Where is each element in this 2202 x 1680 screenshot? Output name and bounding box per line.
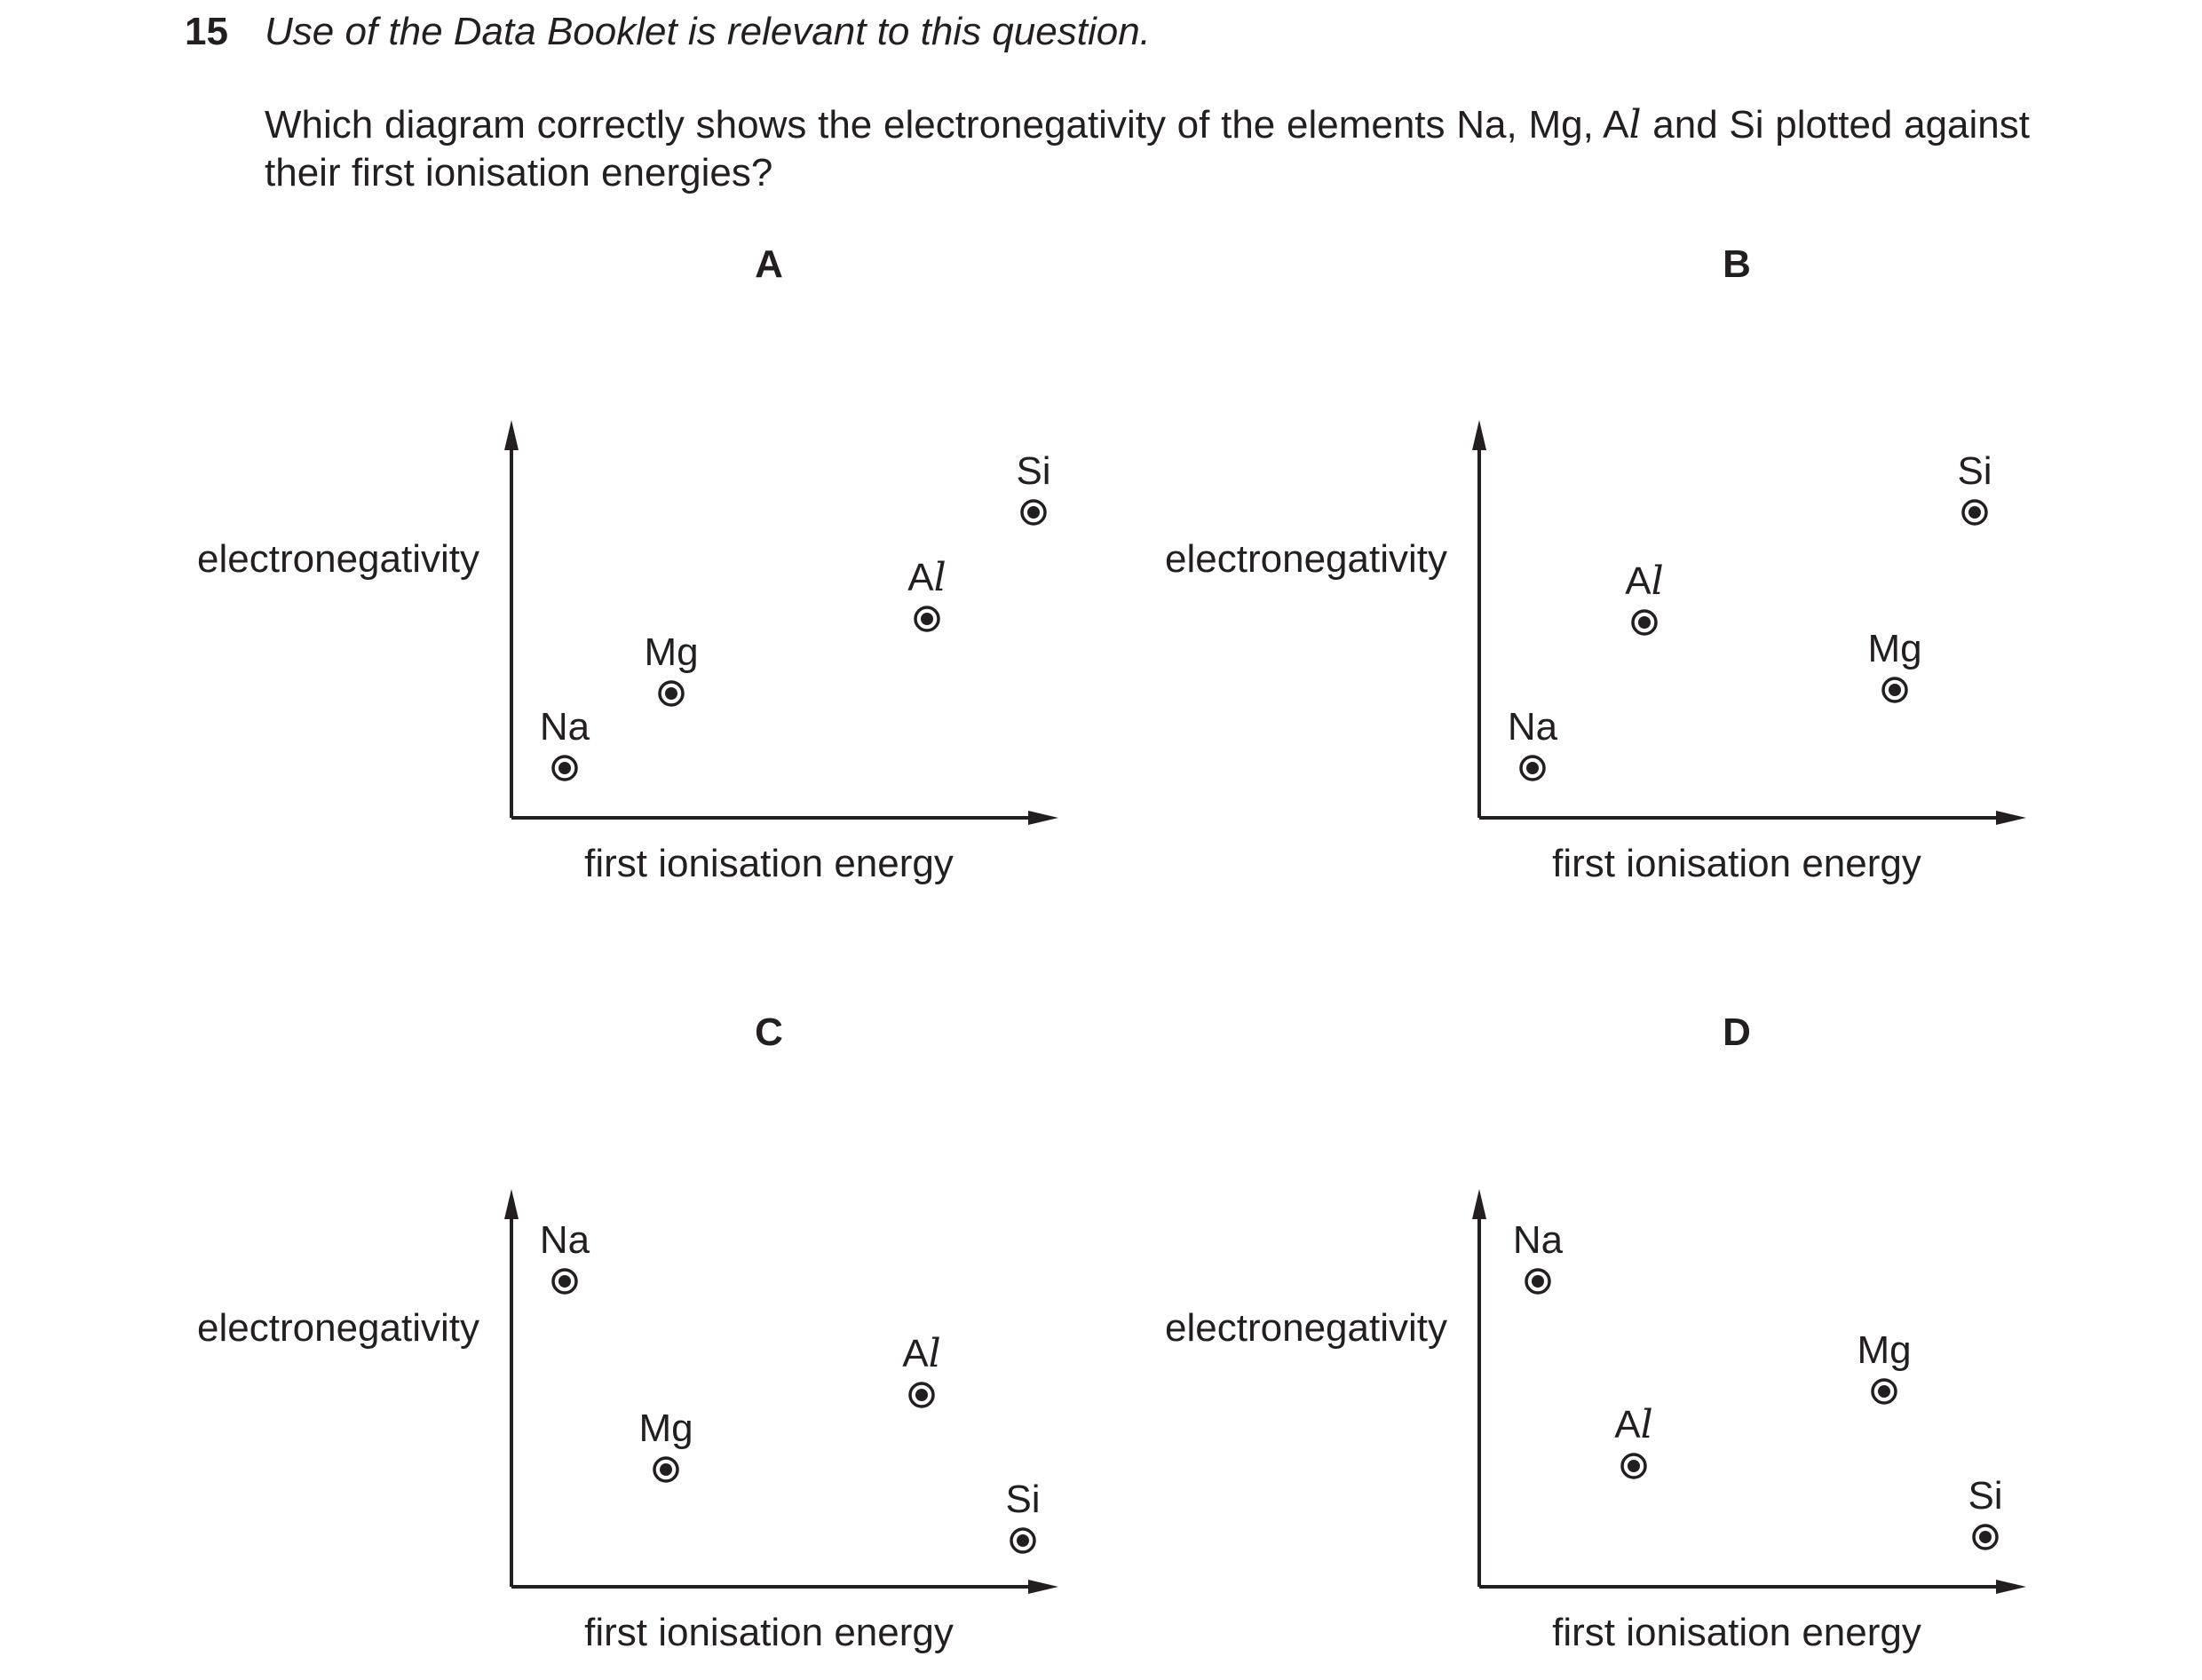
y-axis-label-d: electronegativity xyxy=(1165,1306,1447,1350)
x-axis-arrow-a xyxy=(1028,811,1058,825)
option-letter-d: D xyxy=(1723,1010,1751,1054)
y-axis-label-a: electronegativity xyxy=(197,537,479,581)
y-axis-arrow-b xyxy=(1472,420,1486,450)
x-axis-label-a: first ionisation energy xyxy=(584,842,954,885)
x-axis-arrow-c xyxy=(1028,1580,1058,1594)
point-label-mg-d: Mg xyxy=(1857,1328,1912,1372)
point-dot-na-b xyxy=(1526,762,1539,774)
point-label-mg-c: Mg xyxy=(638,1407,693,1450)
point-label-mg-b: Mg xyxy=(1867,627,1922,670)
point-dot-al-b xyxy=(1638,616,1651,629)
point-label-si-b: Si xyxy=(1957,449,1992,493)
point-dot-mg-d xyxy=(1878,1385,1890,1398)
y-axis-label-c: electronegativity xyxy=(197,1306,479,1350)
x-axis-arrow-b xyxy=(1996,811,2026,825)
option-letter-a: A xyxy=(755,242,783,286)
point-label-al-c: Al xyxy=(902,1331,941,1376)
point-label-si-c: Si xyxy=(1005,1478,1041,1521)
point-dot-mg-b xyxy=(1889,684,1901,696)
question-text-ell: l xyxy=(1628,102,1642,147)
point-label-si-d: Si xyxy=(1968,1474,2003,1518)
question-number: 15 xyxy=(185,10,228,53)
question-text-part-1: Which diagram correctly shows the electronegativity of the elements Na, Mg, A xyxy=(265,103,1629,147)
option-letter-c: C xyxy=(755,1010,783,1054)
point-dot-na-a xyxy=(558,762,571,774)
y-axis-label-b: electronegativity xyxy=(1165,537,1447,581)
point-dot-mg-c xyxy=(660,1463,672,1476)
point-label-al-a: Al xyxy=(907,555,947,600)
point-label-na-c: Na xyxy=(539,1218,590,1262)
point-label-al-b: Al xyxy=(1625,559,1664,604)
y-axis-arrow-a xyxy=(504,420,519,450)
x-axis-label-b: first ionisation energy xyxy=(1552,842,1921,885)
point-label-na-a: Na xyxy=(539,705,590,749)
y-axis-arrow-d xyxy=(1472,1189,1486,1219)
x-axis-arrow-d xyxy=(1996,1580,2026,1594)
point-dot-al-d xyxy=(1628,1460,1640,1472)
option-letter-b: B xyxy=(1723,242,1751,286)
point-label-na-d: Na xyxy=(1512,1218,1564,1262)
point-dot-al-c xyxy=(915,1389,928,1401)
point-label-si-a: Si xyxy=(1016,449,1051,493)
question-text-part-2: and Si plotted against their first ionisation energies? xyxy=(265,103,2030,194)
point-label-na-b: Na xyxy=(1507,705,1558,749)
question-instruction: Use of the Data Booklet is relevant to this question. xyxy=(265,10,1151,53)
x-axis-label-c: first ionisation energy xyxy=(584,1611,954,1654)
point-label-al-d: Al xyxy=(1614,1402,1653,1447)
point-dot-si-a xyxy=(1027,506,1040,519)
point-dot-mg-a xyxy=(665,687,677,700)
x-axis-label-d: first ionisation energy xyxy=(1552,1611,1921,1654)
point-dot-na-d xyxy=(1532,1275,1544,1288)
point-dot-na-c xyxy=(558,1275,571,1288)
y-axis-arrow-c xyxy=(504,1189,519,1219)
point-dot-si-d xyxy=(1979,1531,1992,1543)
point-dot-al-a xyxy=(921,613,933,625)
point-label-mg-a: Mg xyxy=(644,630,699,674)
point-dot-si-c xyxy=(1017,1534,1029,1547)
point-dot-si-b xyxy=(1968,506,1981,519)
